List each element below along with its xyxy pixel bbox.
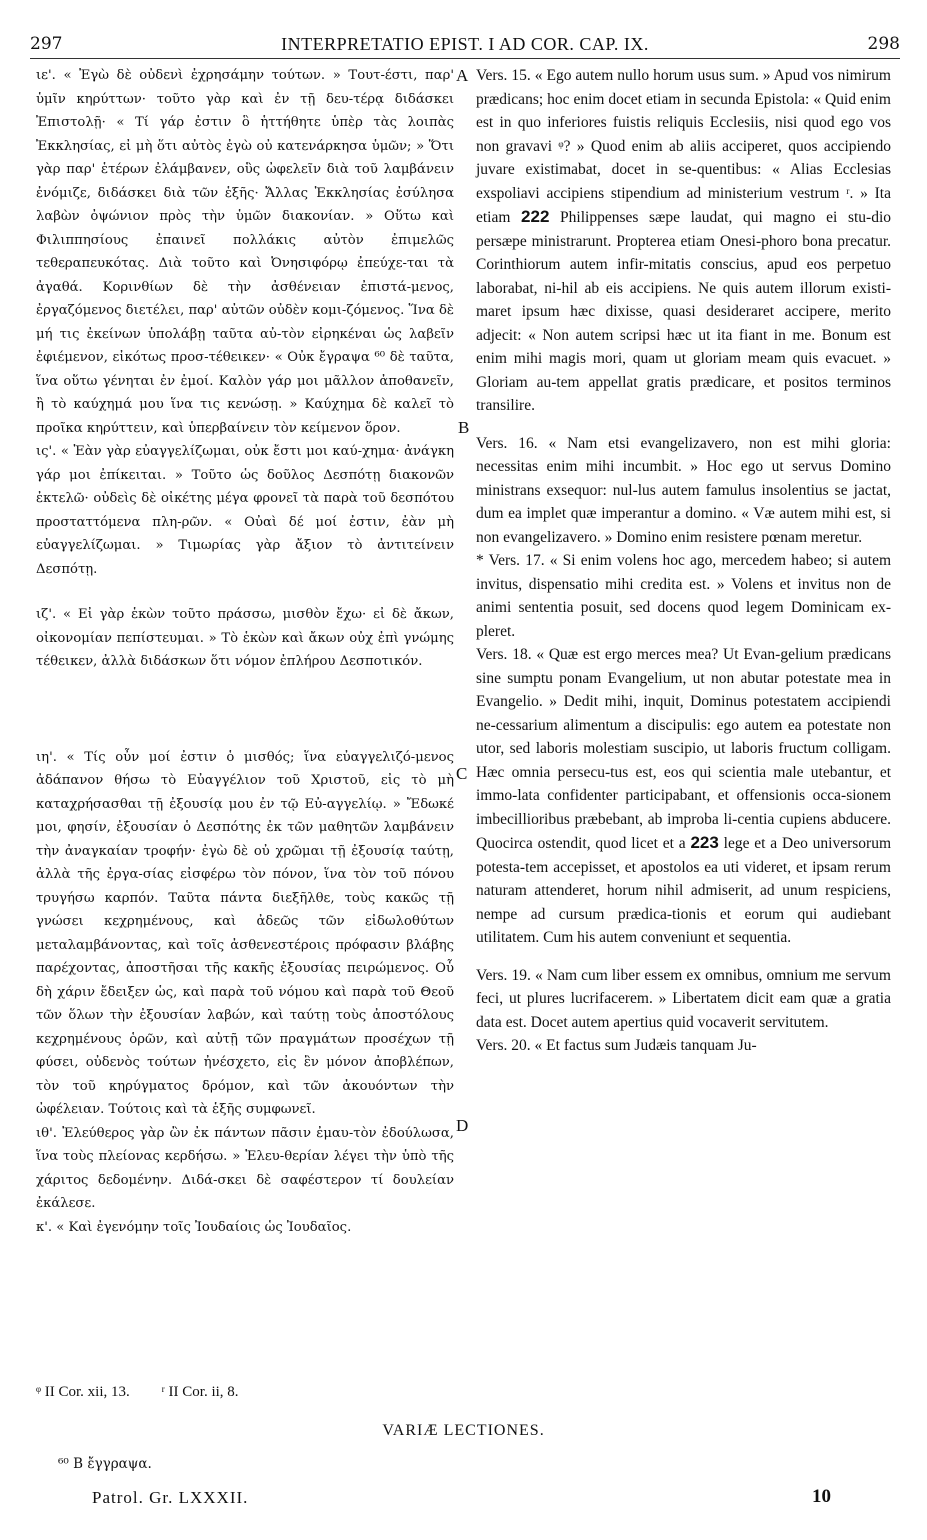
latin-column [476, 64, 891, 1058]
column-number-223: 223 [690, 833, 719, 852]
margin-marker-d: D [456, 1116, 469, 1135]
latin-verse-18: Vers. 18. « Quæ est ergo merces mea? Ut Evan-gelium prædicans sine sumptu ponam Evangelium, ut non abutar potestate mea in Evangelio. » Dedit mihi, inquit, Dominus potestatem accipiendi ne-cessarium alimentum a discipulis: ego autem ea potestate non utor, sed laboris molestiam suscipio, ut laboris fructum colligam. Hæc omnia persecu-tus est, eos qui scientia male utebantur, et immo-lata confidenter participabant, et offensionis occa-sionem imbecillioribus præbebant, ab improba li-centia cupiens abducere. Quocirca ostendit, quod licet et a 223 lege et a Deo universorum potesta-tem accepisset, et apostolos ea uti videret, et ipsam rerum naturam attenderet, horum nihil admiserit, ad unum respiciens, nempe ad cursum prædica-tionis et eorum qui audiebant utilitatem. Cum his autem conveniunt et sequentia. [476, 646, 891, 946]
gathering-number: 10 [812, 1486, 831, 1507]
margin-marker-c: C [456, 764, 468, 783]
greek-verse-17: ιζ'. « Εἰ γὰρ ἑκὼν τοῦτο πράσσω, μισθὸν ἔχω· εἰ δὲ ἄκων, οἰκονομίαν πεπίστευμαι. » Τὸ ἑκὼν καὶ ἄκων οὐχ ἐπὶ γνώμης τέθεικεν, ἀλλὰ διδάσκων ὅτι νόμον ἐπλήρου Δεσποτικόν. [36, 607, 454, 669]
column-number-222: 222 [521, 207, 550, 226]
volume-signature: Patrol. Gr. LXXXII. [92, 1488, 249, 1507]
greek-column [36, 64, 454, 1239]
latin-verse-16: Vers. 16. « Nam etsi evangelizavero, non est mihi gloria: necessitas enim mihi incumbit. » Hoc ego ut servus Domino ministrans exsequor: nul-lus autem famulus insolentius se jactat, dum ea implet quæ imperantur a domino. « Væ autem mihi est, si non evangelizavero. » Domino enim resistere pœnam meretur. [476, 434, 891, 546]
header-rule [30, 58, 900, 59]
variant-reading: ⁶⁰ B ἔγγραψα. [58, 1456, 152, 1472]
latin-verse-19: Vers. 19. « Nam cum liber essem ex omnibus, omnium me servum feci, ut plures lucrifacerem. » Libertatem dicit eam quæ a gratia data est. Docet autem apertius quid vocaverit servitutem. [476, 966, 891, 1031]
latin-verse-17: * Vers. 17. « Si enim volens hoc ago, mercedem habeo; si autem invitus, dispensatio mihi credita est. » Volens et invitus non de animi sententia posuit, sed docens quod legem Dominicam ex-pleret. [476, 552, 891, 640]
page-header [30, 34, 900, 58]
footnote-q: ᵠ II Cor. xii, 13. [36, 1384, 130, 1400]
latin-verse-15: Vers. 15. « Ego autem nullo horum usus sum. » Apud vos nimirum prædicans; hoc enim docet etiam in secunda Epistola: « Quid enim est in quo inferiores fuistis reliquis Ecclesiis, nisi quod ego vos non gravavi ᵠ? » Quod enim ab aliis acciperet, quos accipiendo juvare existimabat, docet in se-quentibus: « Alias Ecclesias exspoliavi accipiens stipendium ad ministerium vestrum ʳ. » Ita etiam 222 Philippenses sæpe laudat, qui magno ei stu-dio persæpe ministrarunt. Propterea etiam Onesi-phoro bona precatur. Corinthiorum autem infir-mitatis conscius, apud eos perpetuo laborabat, ni-hil ab eis accipiens. Ne quis autem illorum existi-maret ipsum hæc dixisse, quasi desideraret accipere, merito adjecit: « Non autem scripsi hæc ut ita fiant in me. Bonum est enim mihi magis mori, quam ut gloriam meam quis evacuet. » Gloriam au-tem appellat gratis prædicare, et positos terminos transilire. [476, 67, 891, 414]
footnote-r: ʳ II Cor. ii, 8. [161, 1384, 239, 1400]
greek-verse-16: ις'. « Ἐὰν γὰρ εὐαγγελίζωμαι, οὐκ ἔστι μοι καύ-χημα· ἀνάγκη γάρ μοι ἐπίκειται. » Τοῦτο ὡς δοῦλος Δεσπότῃ διακονῶν ἐκτελῶ· οὐδεὶς δὲ οἰκέτης μέγα φρονεῖ τὰ παρὰ τοῦ δεσπότου προσταττόμενα πλη-ρῶν. « Οὐαὶ δέ μοί ἐστιν, ἐὰν μὴ εὐαγγελίζωμαι. » Τιμωρίας γὰρ ἄξιον τὸ ἀντιτείνειν Δεσπότῃ. [36, 444, 454, 577]
greek-verse-19: ιθ'. Ἐλεύθερος γὰρ ὢν ἐκ πάντων πᾶσιν ἐμαυ-τὸν ἐδούλωσα, ἵνα τοὺς πλείονας κερδήσω. » Ἐλευ-θερίαν λέγει τὴν ὑπὸ τῆς χάριτος δεδομένην. Διδά-σκει δὲ σαφέστερον τί δουλείαν ἐκάλεσε. [36, 1125, 454, 1211]
page-number-right: 298 [867, 34, 900, 54]
running-title: INTERPRETATIO EPIST. I AD COR. CAP. IX. [281, 34, 649, 54]
footnotes [36, 1384, 267, 1401]
latin-verse-20: Vers. 20. « Et factus sum Judæis tanquam Ju- [476, 1037, 757, 1054]
variae-lectiones-heading: VARIÆ LECTIONES. [382, 1422, 545, 1439]
margin-marker-b: B [458, 418, 470, 437]
margin-marker-a: A [456, 66, 469, 85]
page-number-left: 297 [30, 34, 63, 54]
greek-verse-18: ιη'. « Τίς οὖν μοί ἐστιν ὁ μισθός; ἵνα εὐαγγελιζό-μενος ἀδάπανον θήσω τὸ Εὐαγγέλιον τοῦ Χριστοῦ, εἰς τὸ μὴ καταχρήσασθαι τῇ ἐξουσίᾳ μου ἐν τῷ Εὐ-αγγελίῳ. » Ἔδωκέ μοι, φησίν, ἐξουσίαν ὁ Δεσπότης ἐκ τῶν μαθητῶν λαμβάνειν τὴν ἀναγκαίαν τροφήν· ἐγὼ δὲ οὐ χρῶμαι τῇ ἐξουσίᾳ ταύτῃ, ἀλλὰ τῆς ἐργα-σίας εἰσφέρω τὸν πόνον, ἵνα τὸν τοῦ πόνου τρυγήσω καρπόν. Ταῦτα πάντα διεξῆλθε, τοὺς κακῶς τῇ γνώσει κεχρημένους, καὶ ἀδεῶς τῶν εἰδωλοθύτων μεταλαμβάνοντας, καὶ τοῖς ἀσθενεστέροις πρόφασιν βλάβης παρέχοντας, ἀποστῆσαι τῆς κακῆς ἐξουσίας πειρώμενος. Οὗ δὴ χάριν ἔδειξεν ὡς, καὶ παρὰ τοῦ νόμου καὶ παρὰ τοῦ Θεοῦ τῶν ὅλων τὴν ἐξουσίαν λαβών, καὶ ταύτῃ τοὺς ἀποστόλους κεχρημένους ὁρῶν, καὶ αὐτῇ τῶν πραγμάτων προσέχων τῇ φύσει, οὐδενὸς τούτων ἠνέσχετο, εἰς ἓν μόνον ἀποβλέπων, τὸν τοῦ κηρύγματος δρόμον, καὶ τῶν ἀκουόντων τὴν ὠφέλειαν. Τούτοις καὶ τὰ ἑξῆς συμφωνεῖ. [36, 749, 454, 1117]
greek-verse-20: κ'. « Καὶ ἐγενόμην τοῖς Ἰουδαίοις ὡς Ἰουδαῖος. [36, 1219, 352, 1235]
greek-verse-15: ιε'. « Ἐγὼ δὲ οὐδενὶ ἐχρησάμην τούτων. » Τουτ-έστι, παρ' ὑμῖν κηρύττων· τοῦτο γὰρ καὶ ἐν τῇ δευ-τέρᾳ διδάσκει Ἐπιστολῇ· « Τί γάρ ἐστιν ὃ ἡττήθητε ὑπὲρ τὰς λοιπὰς Ἐκκλησίας, εἰ μὴ ὅτι αὐτὸς ἐγὼ οὐ κατενάρκησα ὑμῶν; » Ὅτι γὰρ παρ' ἑτέρων ἐλάμβανεν, οὓς ὠφελεῖν διὰ τοῦ λαμβάνειν ἐνόμιζε, διδάσκει διὰ τῶν ἑξῆς· Ἄλλας Ἐκκλησίας ἐσύλησα λαβὼν ὀψώνιον πρὸς τὴν ὑμῶν διακονίαν. » Οὕτω καὶ Φιλιππησίους ἐπαινεῖ πολλάκις αὐτὸν ἐπιμελῶς τεθεραπευκότας. Διὰ τοῦτο καὶ Ὀνησιφόρῳ ἐπεύχε-ται τὰ ἀγαθά. Κορινθίων δὲ τὴν ἀσθένειαν ἐπιστά-μενος, ἐργαζόμενος διετέλει, παρ' αὐτῶν οὐδὲν κομι-ζόμενος. Ἵνα δὲ μή τις ἐκείνων ὑπολάβῃ ταῦτα αὐ-τὸν εἰρηκέναι ὡς λαβεῖν ἐφιέμενον, εἰκότως προσ-τέθεικεν· « Οὐκ ἔγραψα ⁶⁰ δὲ ταῦτα, ἵνα οὕτω γένηται ἐν ἐμοί. Καλὸν γάρ μοι μᾶλλον ἀποθανεῖν, ἢ τὸ καύχημά μου ἵνα τις κενώσῃ. » Καύχημα δὲ καλεῖ τὸ προῖκα κηρύττειν, καὶ ὑπερβαίνειν τὸν κείμενον ὅρον. [36, 68, 454, 436]
